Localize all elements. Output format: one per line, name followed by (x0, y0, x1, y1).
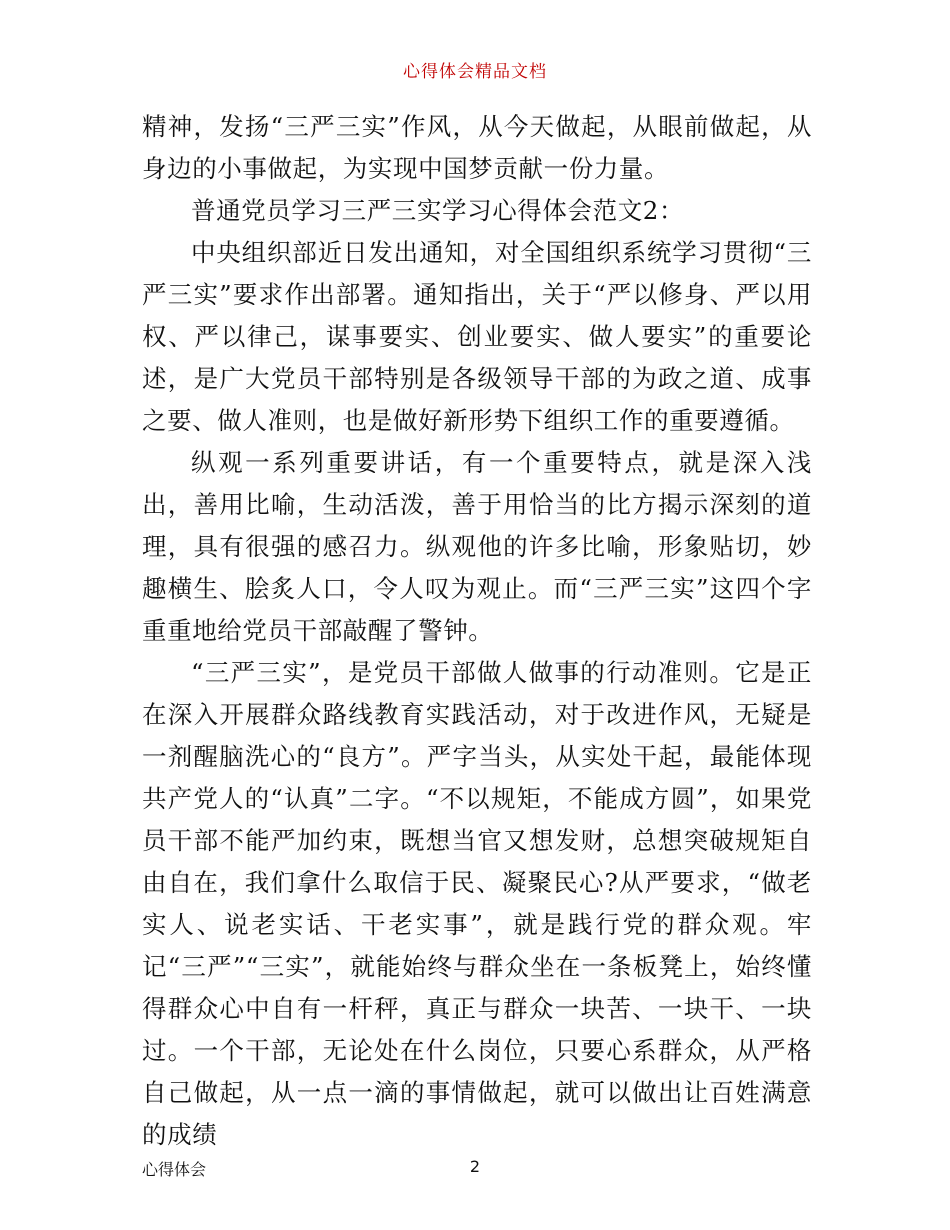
body-paragraph: 纵观一系列重要讲话，有一个重要特点，就是深入浅出，善用比喻，生动活泼，善于用恰当的比方揭示深刻的道理，具有很强的感召力。纵观他的许多比喻，形象贴切，妙趣横生、脍炙人口，令人叹为观止。而“三严三实”这四个字重重地给党员干部敲醒了警钟。 (142, 448, 812, 645)
page-number: 2 (469, 1157, 481, 1176)
body-paragraph: 中央组织部近日发出通知，对全国组织系统学习贯彻“三严三实”要求作出部署。通知指出，关于“严以修身、严以用权、严以律己，谋事要实、创业要实、做人要实”的重要论述，是广大党员干部特别是各级领导干部的为政之道、成事之要、做人准则，也是做好新形势下组织工作的重要遵循。 (142, 238, 812, 435)
body-paragraph: 精神，发扬“三严三实”作风，从今天做起，从眼前做起，从身边的小事做起，为实现中国梦贡献一份力量。 (142, 112, 812, 183)
page-header-title: 心得体会精品文档 (403, 62, 547, 82)
document-body (142, 106, 812, 1156)
footer-label: 心得体会 (142, 1160, 207, 1179)
body-paragraph: “三严三实”，是党员干部做人做事的行动准则。它是正在深入开展群众路线教育实践活动，对于改进作风，无疑是一剂醒脑洗心的“良方”。严字当头，从实处干起，最能体现共产党人的“认真”二字。“不以规矩，不能成方圆”，如果党员干部不能严加约束，既想当官又想发财，总想突破规矩自由自在，我们拿什么取信于民、凝聚民心?从严要求，“做老实人、说老实话、干老实事”，就是践行党的群众观。牢记“三严”“三实”，就能始终与群众坐在一条板凳上，始终懂得群众心中自有一杆秤，真正与群众一块苦、一块干、一块过。一个干部，无论处在什么岗位，只要心系群众，从严格自己做起，从一点一滴的事情做起，就可以做出让百姓满意的成绩 (142, 658, 812, 1149)
section-heading: 普通党员学习三严三实学习心得体会范文2： (191, 196, 685, 225)
